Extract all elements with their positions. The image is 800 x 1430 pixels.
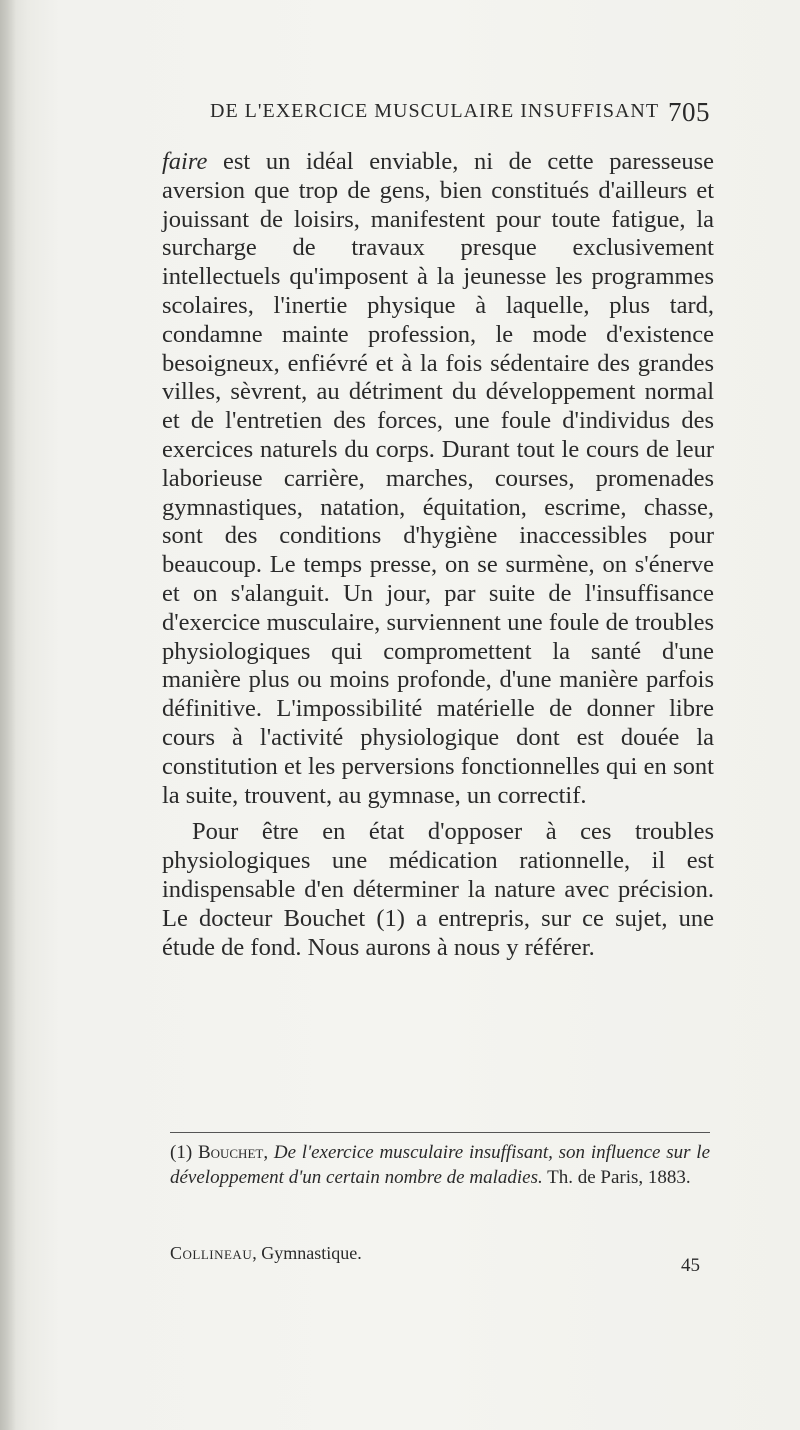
page-number: 705 — [668, 97, 710, 127]
footnote-separator: , — [263, 1142, 274, 1163]
signature-text — [170, 1243, 362, 1264]
footnote-marker: (1) — [170, 1142, 198, 1163]
footnote-author: Bouchet — [197, 1142, 264, 1163]
signature-author: Collineau — [170, 1243, 253, 1263]
printer-signature — [170, 1243, 710, 1276]
paragraph-1 — [162, 148, 714, 810]
binding-shadow — [0, 0, 16, 1430]
footnote-source: Th. de Paris, 1883. — [542, 1167, 691, 1188]
paragraph-2 — [162, 818, 714, 962]
paragraph-2-text: Pour être en état d'opposer à ces troubles physiologiques une médication rationnelle, il est indispensable d'en déterminer la nature avec précision. Le docteur Bouchet (1) a entrepris, sur ce sujet, une étude de fond. Nous aurons à nous y référer. — [162, 818, 714, 961]
paragraph-1-text: est un idéal enviable, ni de cette paresseuse aversion que trop de gens, bien constitués d'ailleurs et jouissant de loisirs, manifestent pour toute fatigue, la surcharge de travaux presque exclusivement intellectuels qu'imposent à la jeunesse les programmes scolaires, l'inertie physique à laquelle, plus tard, condamne mainte profession, le mode d'existence besoigneux, enfiévré et à la fois sédentaire des grandes villes, sèvrent, au détriment du développement normal et de l'entretien des forces, une foule d'individus des exercices naturels du corps. Durant tout le cours de leur laborieuse carrière, marches, courses, promenades gymnastiques, natation, équitation, escrime, chasse, sont des conditions d'hygiène inaccessibles pour beaucoup. Le temps presse, on se surmène, on s'énerve et on s'alanguit. Un jour, par suite de l'insuffisance d'exercice musculaire, surviennent une foule de troubles physiologiques qui compromettent la santé d'une manière plus ou moins profonde, d'une manière parfois définitive. L'impossibilité matérielle de donner libre cours à l'activité physiologique dont est douée la constitution et les perversions fonctionnelles qui en sont la suite, trouvent, au gymnase, un correctif. — [162, 148, 714, 809]
footnote-rule — [170, 1132, 710, 1133]
running-head — [210, 97, 710, 134]
running-title: DE L'EXERCICE MUSCULAIRE INSUFFISANT — [210, 100, 660, 122]
signature-number: 45 — [681, 1255, 700, 1276]
signature-work: , Gymnastique. — [252, 1243, 362, 1263]
footnote-title: De l'exercice musculaire insuffisant, son influence sur le développement d'un certain nombre de maladies. — [170, 1142, 711, 1188]
paragraph-1-lead: faire — [162, 148, 208, 175]
body-text — [162, 148, 714, 962]
footnote — [170, 1140, 710, 1190]
